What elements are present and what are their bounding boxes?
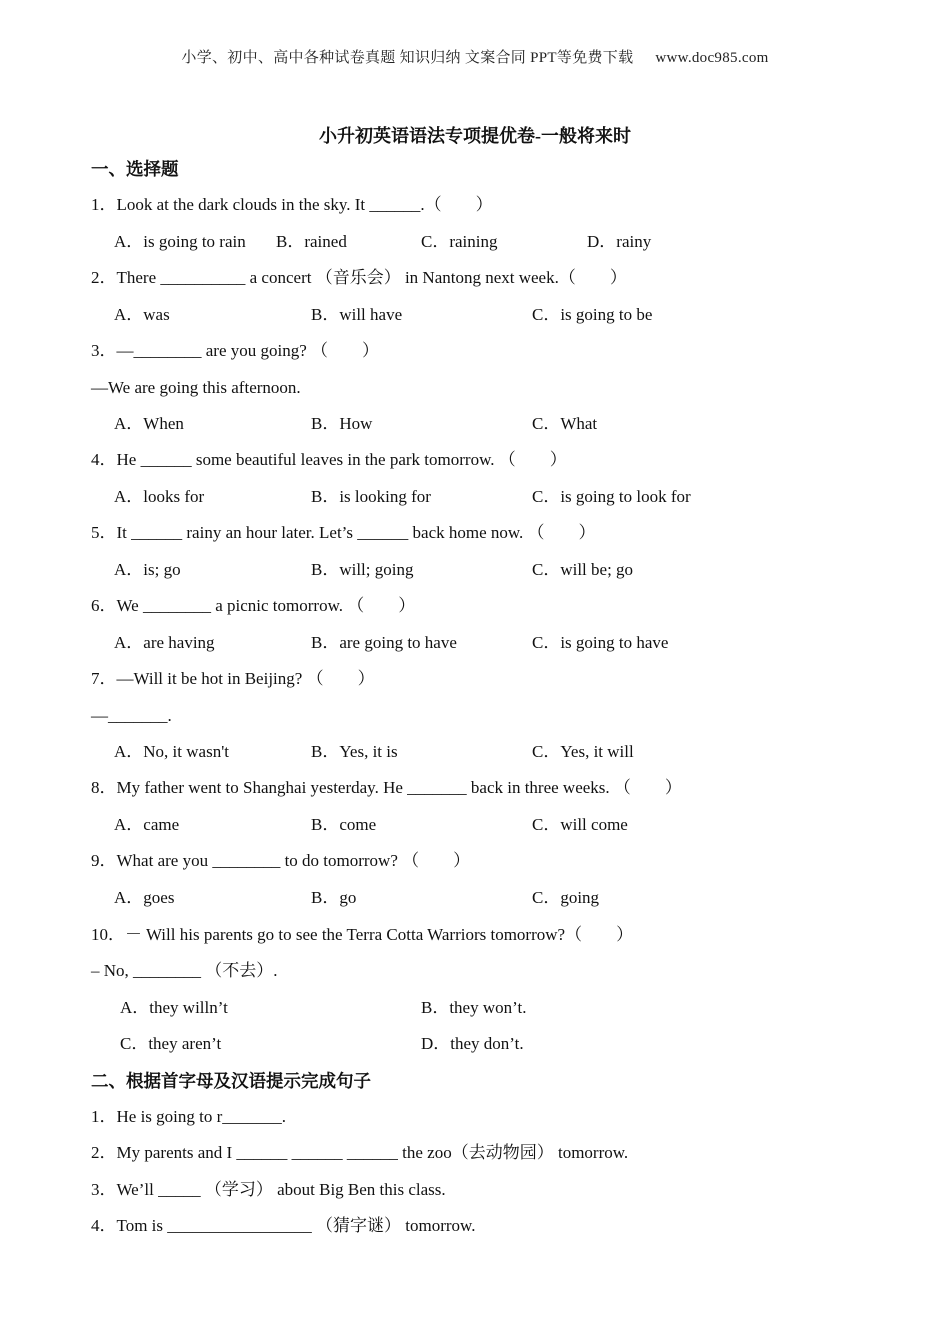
option: A．looks for — [114, 487, 205, 506]
option: B．is looking for — [311, 487, 431, 506]
option: A．they willn’t — [120, 998, 228, 1017]
option: C．What — [532, 414, 598, 433]
option: C．raining — [421, 232, 498, 251]
question-stem: 5．It ______ rainy an hour later. Let’s ______ back home now. （ ） — [91, 523, 596, 542]
question-stem: 1．Look at the dark clouds in the sky. It ______.（ ） — [91, 195, 493, 214]
question-stem: 6．We ________ a picnic tomorrow. （ ） — [91, 596, 416, 615]
option: C．will come — [532, 815, 628, 834]
option: D．they don’t. — [421, 1034, 524, 1053]
option: A．is going to rain — [114, 232, 246, 251]
option: C．is going to have — [532, 633, 669, 652]
option: C．going — [532, 888, 600, 907]
option: A．was — [114, 305, 170, 324]
document-title: 小升初英语语法专项提优卷-一般将来时 — [319, 126, 631, 146]
question-dialogue: – No, ________ （不去）. — [91, 961, 278, 980]
option: B．will; going — [311, 560, 414, 579]
header-site: www.doc985.com — [655, 50, 769, 66]
question-dialogue: —We are going this afternoon. — [91, 378, 301, 397]
fill-in-item: 1．He is going to r_______. — [91, 1107, 287, 1126]
option: B．come — [311, 815, 377, 834]
question-stem: 3．—________ are you going? （ ） — [91, 341, 380, 360]
option: B．will have — [311, 305, 403, 324]
question-stem: 4．He ______ some beautiful leaves in the park tomorrow. （ ） — [91, 450, 567, 469]
fill-in-item: 4．Tom is _________________ （猜字谜） tomorrow. — [91, 1216, 476, 1235]
option: A．is; go — [114, 560, 181, 579]
option: B．rained — [276, 232, 347, 251]
option: A．No, it wasn't — [114, 742, 229, 761]
question-stem: 9．What are you ________ to do tomorrow? （ ） — [91, 851, 471, 870]
option: B．How — [311, 414, 373, 433]
option: C．is going to be — [532, 305, 653, 324]
question-stem: 10．－ Will his parents go to see the Terra Cotta Warriors tomorrow?（ ） — [91, 925, 634, 944]
option: C．is going to look for — [532, 487, 691, 506]
option: B．Yes, it is — [311, 742, 398, 761]
option: A．are having — [114, 633, 215, 652]
option: D．rainy — [587, 232, 652, 251]
page-header — [0, 46, 950, 67]
question-stem: 8．My father went to Shanghai yesterday. He _______ back in three weeks. （ ） — [91, 778, 682, 797]
section-heading-fill-in: 二、根据首字母及汉语提示完成句子 — [91, 1071, 371, 1091]
option: C．they aren’t — [120, 1034, 222, 1053]
option: A．came — [114, 815, 180, 834]
question-stem: 2．There __________ a concert （音乐会） in Nantong next week.（ ） — [91, 268, 627, 287]
fill-in-item: 2．My parents and I ______ ______ ______ the zoo（去动物园） tomorrow. — [91, 1143, 629, 1162]
section-heading-choice: 一、选择题 — [91, 159, 179, 179]
option: B．are going to have — [311, 633, 457, 652]
fill-in-item: 3．We’ll _____ （学习） about Big Ben this class. — [91, 1180, 446, 1199]
option: B．go — [311, 888, 357, 907]
option: C．Yes, it will — [532, 742, 634, 761]
question-stem: 7．—Will it be hot in Beijing? （ ） — [91, 669, 375, 688]
option: B．they won’t. — [421, 998, 527, 1017]
header-text: 小学、初中、高中各种试卷真题 知识归纳 文案合同 PPT等免费下载 — [181, 50, 634, 66]
question-dialogue: —_______. — [91, 706, 172, 725]
option: A．goes — [114, 888, 175, 907]
option: C．will be; go — [532, 560, 634, 579]
option: A．When — [114, 414, 184, 433]
